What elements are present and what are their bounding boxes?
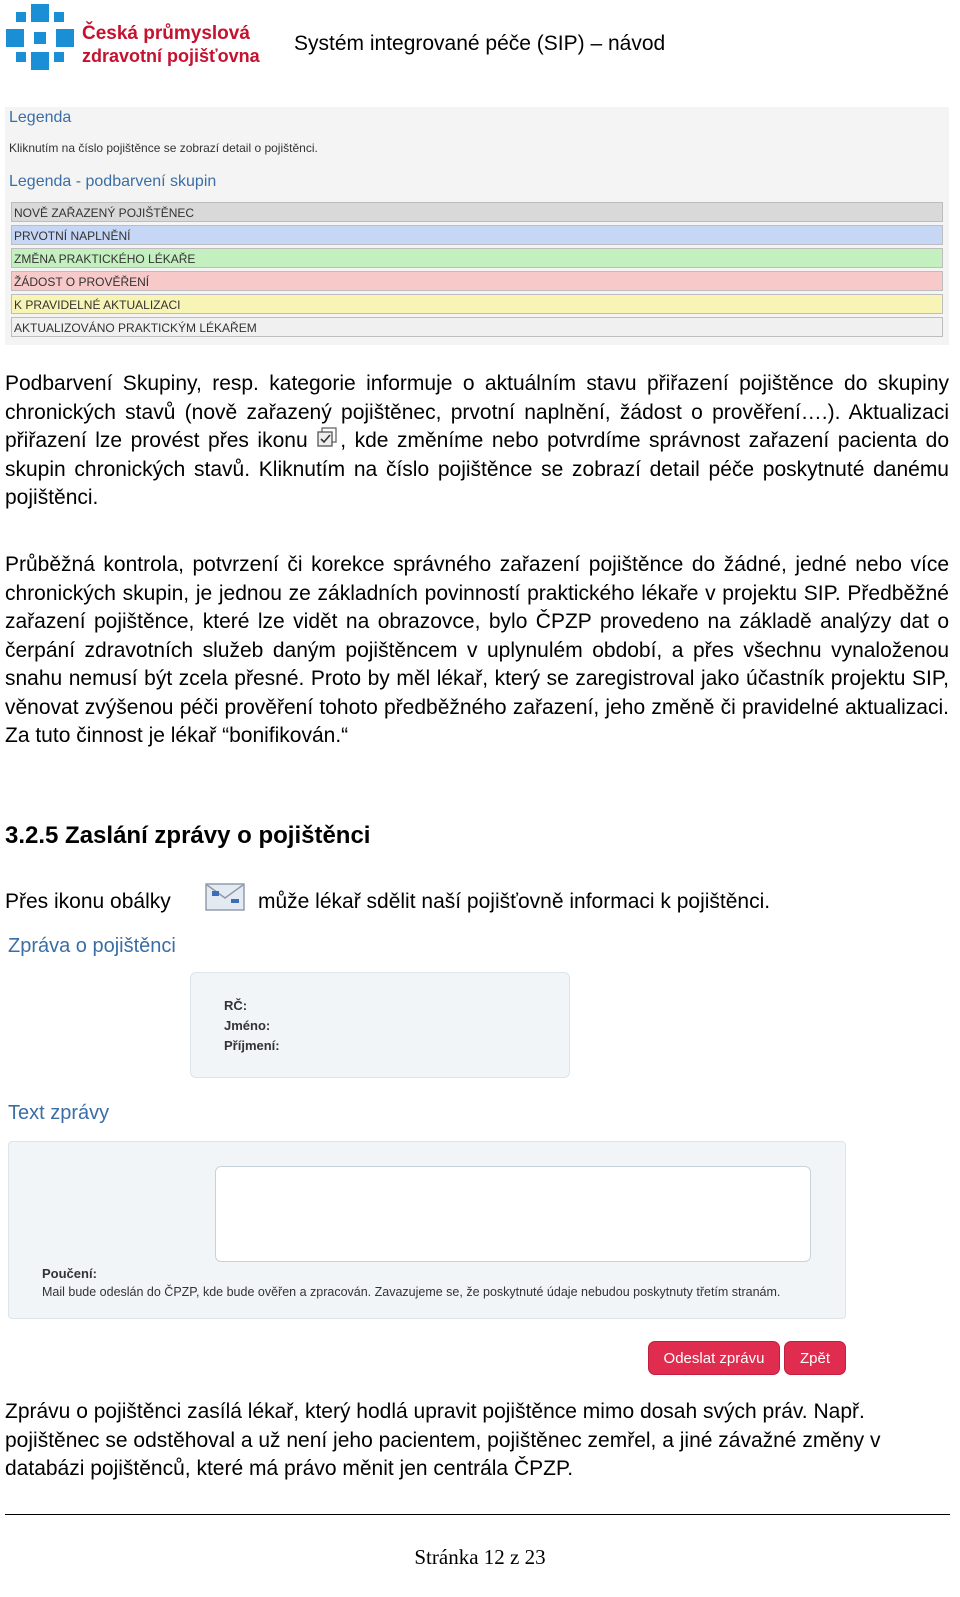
message-text-title: Text zprávy xyxy=(8,1102,110,1124)
section-heading: 3.2.5 Zaslání zprávy o pojištěnci xyxy=(5,822,371,849)
legend-panel xyxy=(5,107,949,345)
envelope-line-end: může lékař sdělit naší pojišťovně informaci k pojištěnci. xyxy=(258,890,771,913)
legend-row-new: NOVĚ ZAŘAZENÝ POJIŠTĚNEC xyxy=(11,202,943,222)
message-textarea[interactable] xyxy=(215,1166,811,1262)
logo-wordmark xyxy=(82,22,260,68)
legend-title: Legenda xyxy=(9,109,72,126)
paragraph-message-info: Zprávu o pojištěnci zasílá lékař, který hodlá upravit pojištěnce mimo dosah svých práv. Např. pojištěnec se odstěhoval a už není jeho pacientem, pojištěnec zemřel, a jiné závažné změny v databázi pojištěnců, které má právo měnit jen centrála ČPZP. xyxy=(5,1400,881,1480)
instruction-label: Poučení: xyxy=(42,1266,97,1281)
edit-group-icon xyxy=(316,427,340,449)
back-button[interactable]: Zpět xyxy=(784,1341,846,1375)
envelope-line-start: Přes ikonu obálky xyxy=(5,890,171,913)
document-title: Systém integrované péče (SIP) – návod xyxy=(294,32,666,55)
insured-identity-box xyxy=(190,972,570,1078)
envelope-icon xyxy=(205,883,245,916)
logo-line-2: zdravotní pojišťovna xyxy=(82,46,260,66)
legend-row-regular-update: K PRAVIDELNÉ AKTUALIZACI xyxy=(11,294,943,314)
cross-logo-icon xyxy=(4,2,80,72)
rc-label: RČ: xyxy=(224,998,248,1013)
instruction-text: Mail bude odeslán do ČPZP, kde bude ověřen a zpracován. Zavazujeme se, že poskytnuté údaje nebudou poskytnuty třetím stranám. xyxy=(42,1285,781,1299)
paragraph-coloring-part2: , kde změníme nebo potvrdíme správnost zařazení pacienta do skupin chronických stavů. Kliknutím na číslo pojištěnce se zobrazí detail péče poskytnuté danému pojištěnci. xyxy=(5,429,950,509)
prijmeni-label: Příjmení: xyxy=(224,1038,280,1053)
jmeno-label: Jméno: xyxy=(224,1018,271,1033)
footer-divider xyxy=(5,1514,950,1515)
send-message-button[interactable]: Odeslat zprávu xyxy=(648,1341,780,1375)
page-number: Stránka 12 z 23 xyxy=(414,1545,546,1569)
legend-row-initial: PRVOTNÍ NAPLNĚNÍ xyxy=(11,225,943,245)
legend-row-verification: ŽÁDOST O PROVĚŘENÍ xyxy=(11,271,943,291)
paragraph-coloring-part1: Podbarvení Skupiny, resp. kategorie informuje o aktuálním stavu přiřazení pojištěnce do skupiny chronických stavů (nově zařazený pojištěnec, prvotní naplnění, žádost o prověření….). Aktualizaci přiřazení lze provést přes ikonu xyxy=(5,372,949,452)
paragraph-coloring xyxy=(5,370,949,513)
paragraph-control: Průběžná kontrola, potvrzení či korekce správného zařazení pojištěnce do žádné, jedné nebo více chronických skupin, je jednou ze základních povinností praktického lékaře v projektu SIP. Předběžné zařazení pojištěnce, které lze vidět na obrazovce, bylo ČPZP provedeno na základě analýzy dat o čerpání zdravotních služeb daným pojištěncem v uplynulém období, a přes všechnu vynaloženou snahu nemusí být zcela přesné. Proto by měl lékař, který se zaregistroval jako účastník projektu SIP, věnovat zvýšenou péči prověření tohoto předběžného zařazení, jeho změně či pravidelné aktualizaci. Za tuto činnost je lékař “bonifikován.“ xyxy=(5,553,949,747)
message-box xyxy=(8,1141,846,1319)
legend-groups-title: Legenda - podbarvení skupin xyxy=(9,173,217,190)
form-title: Zpráva o pojištěnci xyxy=(8,935,176,957)
legend-note: Kliknutím na číslo pojištěnce se zobrazí detail o pojištěnci. xyxy=(9,141,318,155)
legend-row-updated: AKTUALIZOVÁNO PRAKTICKÝM LÉKAŘEM xyxy=(11,317,943,337)
legend-row-doctor-change: ZMĚNA PRAKTICKÉHO LÉKAŘE xyxy=(11,248,943,268)
logo-line-1: Česká průmyslová xyxy=(82,23,250,44)
